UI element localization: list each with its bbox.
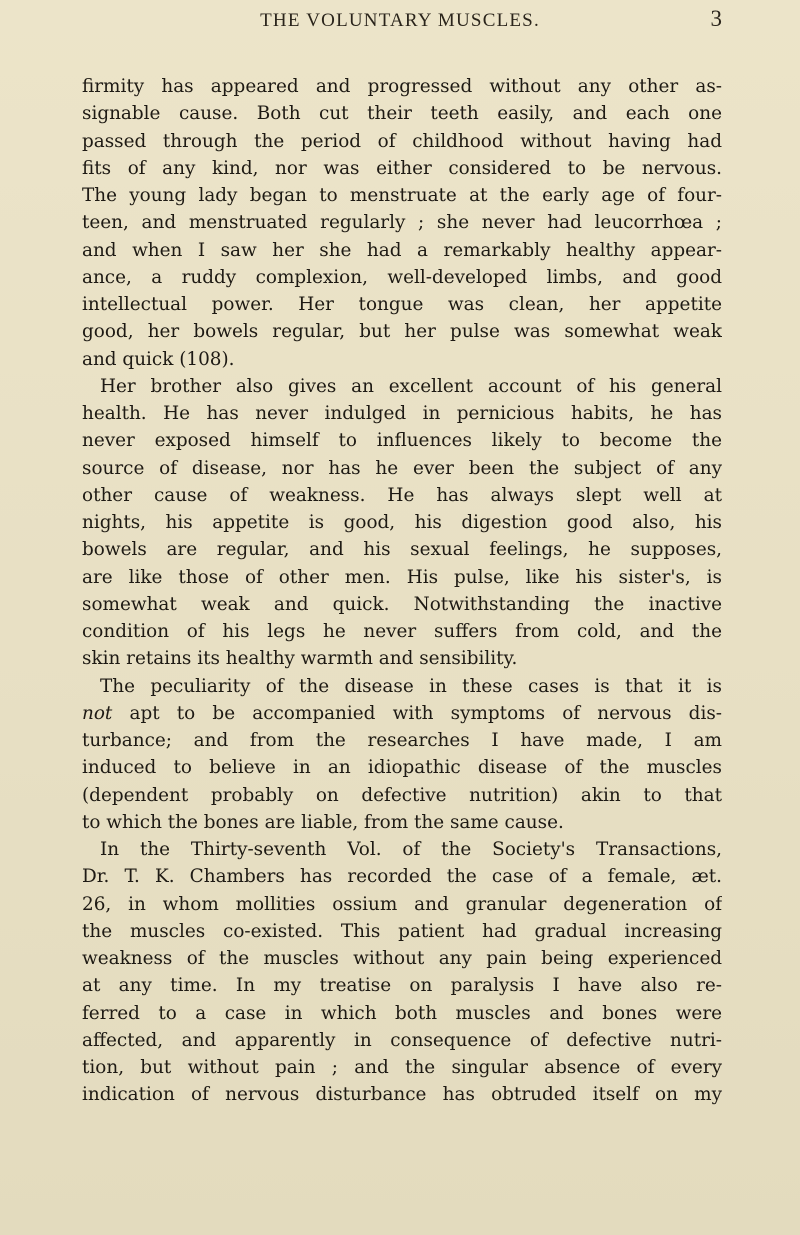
text-line: weakness of the muscles without any pain being experienced [82,948,722,969]
emphasis-not: not [82,702,113,724]
text-line-rest: apt to be accompanied with symptoms of nervous dis- [112,702,722,724]
paragraph-start-line: In the Thirty-seventh Vol. of the Society's Transactions, [100,839,722,860]
text-line: condition of his legs he never suffers from cold, and the [82,621,722,642]
text-line: are like those of other men. His pulse, like his sister's, is [82,566,722,588]
text-line: other cause of weakness. He has always slept well at [82,484,722,506]
text-line: firmity has appeared and progressed without any other as- [82,76,722,97]
text-line: intellectual power. Her tongue was clean, her appetite [82,294,722,315]
text-line: indication of nervous disturbance has obtruded itself on my [82,1084,722,1106]
text-line: good, her bowels regular, but her pulse was somewhat weak [82,321,722,343]
text-line: ferred to a case in which both muscles and bones were [82,1002,722,1024]
text-line: somewhat weak and quick. Notwithstanding the inactive [82,593,722,615]
text-line: never exposed himself to influences likely to become the [82,430,722,452]
text-line: skin retains its healthy warmth and sensibility. [82,648,518,670]
text-line: passed through the period of childhood without having had [82,130,722,152]
text-line: and when I saw her she had a remarkably healthy appear- [82,239,722,261]
running-head: THE VOLUNTARY MUSCLES. [260,10,540,31]
text-line: the muscles co-existed. This patient had gradual increasing [82,920,722,942]
text-line: bowels are regular, and his sexual feelings, he supposes, [82,539,722,561]
text-line: ance, a ruddy complexion, well-developed limbs, and good [82,266,722,288]
text-line: affected, and apparently in consequence of defective nutri- [82,1029,722,1051]
paragraph-start-line: Her brother also gives an excellent account of his general [100,375,722,397]
text-line: Dr. T. K. Chambers has recorded the case of a female, æt. [82,866,722,888]
text-line: source of disease, nor has he ever been the subject of any [82,457,722,479]
text-line: turbance; and from the researches I have made, I am [82,730,722,751]
text-line: fits of any kind, nor was either considered to be nervous. [82,157,722,179]
text-line: (dependent probably on defective nutrition) akin to that [82,784,722,806]
text-line: health. He has never indulged in pernicious habits, he has [82,403,722,424]
text-line: nights, his appetite is good, his digestion good also, his [82,512,722,533]
page-number: 3 [710,6,722,31]
text-line: to which the bones are liable, from the same cause. [82,811,564,833]
text-line: tion, but without pain ; and the singular absence of every [82,1057,722,1078]
page-header [70,6,730,40]
text-line: signable cause. Both cut their teeth easily, and each one [82,103,722,125]
text-line: and quick (108). [82,348,235,370]
text-line: The young lady began to menstruate at the early age of four- [82,185,722,206]
text-line: at any time. In my treatise on paralysis I have also re- [82,975,722,997]
text-line: teen, and menstruated regularly ; she never had leucorrhœa ; [82,212,722,234]
text-line-with-emphasis [82,700,722,727]
paragraph-start-line: The peculiarity of the disease in these cases is that it is [100,675,722,697]
text-line: 26, in whom mollities ossium and granular degeneration of [82,893,722,915]
text-line: induced to believe in an idiopathic disease of the muscles [82,757,722,779]
body-text [82,73,722,1109]
